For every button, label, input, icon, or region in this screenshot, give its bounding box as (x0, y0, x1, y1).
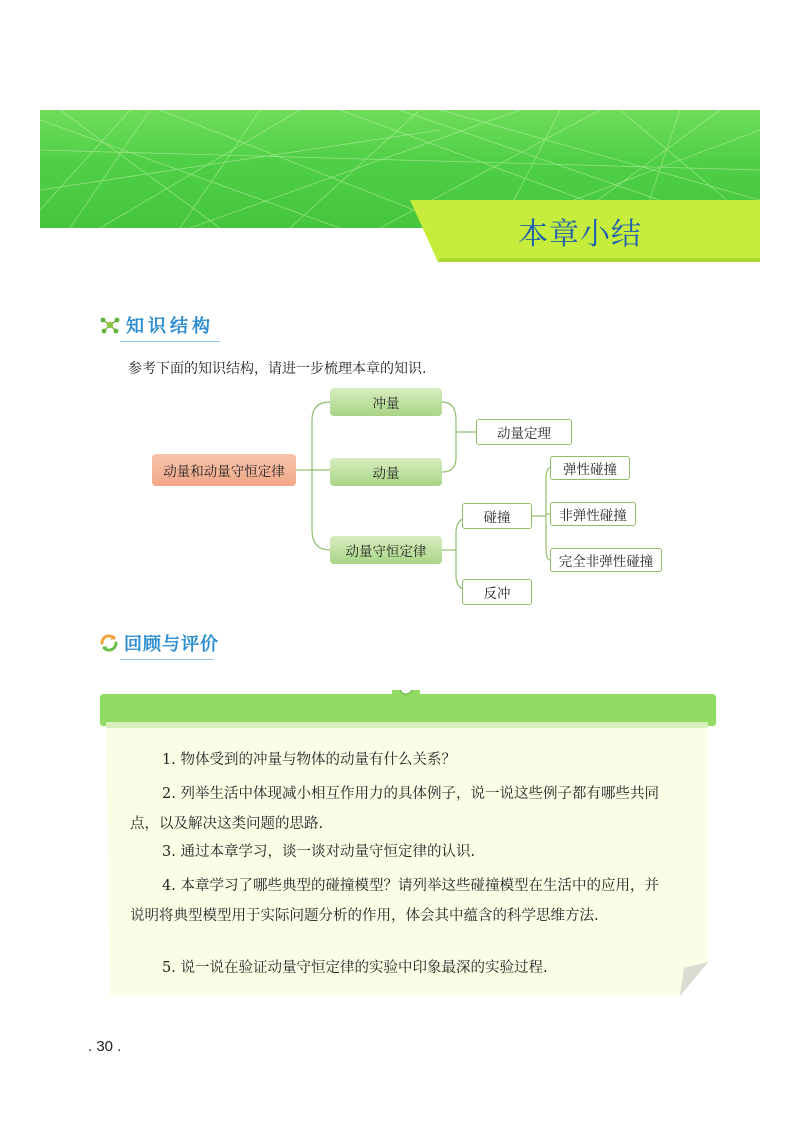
review-question-4: 4. 本章学习了哪些典型的碰撞模型？请列举这些碰撞模型在生活中的应用，并说明将典型模型用于实际问题分析的作用，体会其中蕴含的科学思维方法. (130, 878, 659, 924)
node-root: 动量和动量守恒定律 (152, 454, 296, 486)
node-momentum: 动量 (330, 458, 442, 486)
knowledge-intro-text: 参考下面的知识结构，请进一步梳理本章的知识. (128, 361, 427, 377)
node-conservation: 动量守恒定律 (330, 536, 442, 564)
refresh-cycle-icon (98, 632, 120, 654)
review-title: 回顾与评价 (124, 634, 219, 655)
node-collision: 碰撞 (462, 503, 532, 529)
knowledge-structure-heading (98, 312, 214, 338)
node-momentum-theorem: 动量定理 (476, 419, 572, 445)
node-perfectly-inelastic: 完全非弹性碰撞 (550, 548, 662, 572)
node-elastic: 弹性碰撞 (550, 456, 630, 480)
chapter-title-tab (410, 200, 760, 262)
review-question-1: 1. 物体受到的冲量与物体的动量有什么关系？ (162, 752, 456, 768)
node-impulse: 冲量 (330, 388, 442, 416)
review-heading (98, 630, 219, 656)
review-question-2: 2. 列举生活中体现减小相互作用力的具体例子，说一说这些例子都有哪些共同点，以及解决这类问题的思路. (130, 786, 659, 832)
molecule-icon (98, 314, 122, 336)
chapter-title: 本章小结 (518, 217, 642, 252)
knowledge-structure-title: 知识结构 (126, 316, 214, 337)
heading-underline (120, 341, 220, 342)
review-question-5: 5. 说一说在验证动量守恒定律的实验中印象最深的实验过程. (162, 960, 548, 976)
node-recoil: 反冲 (462, 579, 532, 605)
review-question-3: 3. 通过本章学习，谈一谈对动量守恒定律的认识. (162, 844, 476, 860)
knowledge-diagram (0, 380, 800, 610)
page-number: . 30 . (88, 1038, 122, 1055)
heading-underline (120, 659, 214, 660)
node-inelastic: 非弹性碰撞 (550, 502, 636, 526)
